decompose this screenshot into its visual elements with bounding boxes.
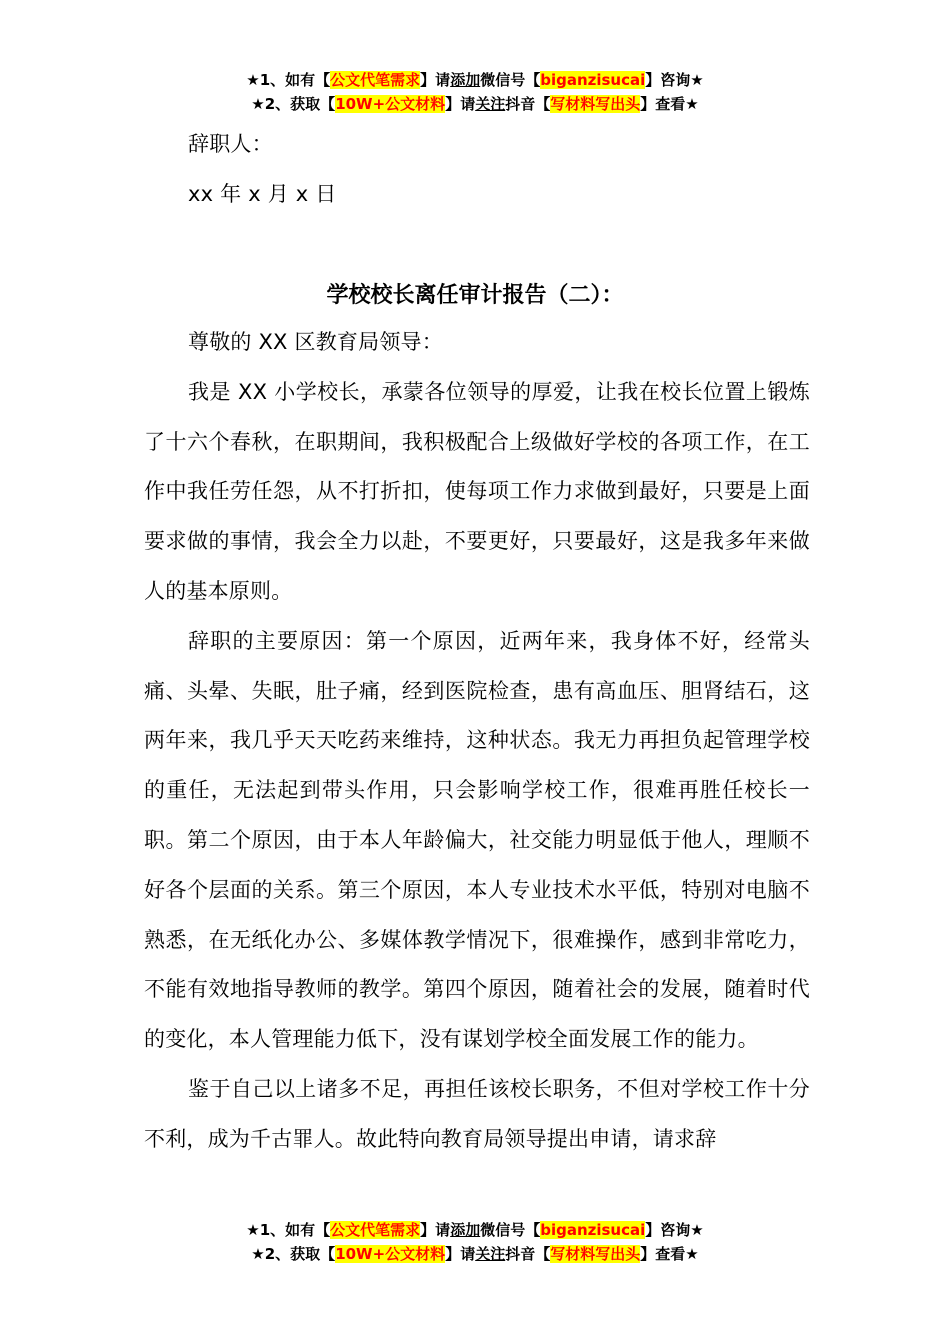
- resigner-label: 辞职人：: [188, 132, 273, 156]
- footer-line-2: [0, 1242, 950, 1266]
- douyin-id: 写材料写出头: [550, 95, 641, 113]
- footer-line-1: [0, 1218, 950, 1242]
- banner-text: ★1、如有【: [246, 71, 331, 89]
- banner-text: 】查看★: [640, 95, 699, 113]
- paragraph: 辞职的主要原因：第一个原因，近两年来，我身体不好，经常头痛、头晕、失眠，肚子痛，经到医院检查，患有高血压、胆肾结石，这两年来，我几乎天天吃药来维持，这种状态。我无力再担负起管理学校的重任，无法起到带头作用，只会影响学校工作，很难再胜任校长一职。第二个原因，由于本人年龄偏大，社交能力明显低于他人，理顺不好各个层面的关系。第三个原因，本人专业技术水平低，特别对电脑不熟悉，在无纸化办公、多媒体教学情况下，很难操作，感到非常吃力，不能有效地指导教师的教学。第四个原因，随着社会的发展，随着时代的变化，本人管理能力低下，没有谋划学校全面发展工作的能力。: [144, 628, 810, 1052]
- header-banner: [0, 68, 950, 116]
- banner-text: ★2、获取【: [251, 95, 336, 113]
- salutation: 尊敬的 XX 区教育局领导：: [188, 330, 443, 354]
- banner-highlight: 公文代笔需求: [330, 71, 421, 89]
- banner-text: ★2、获取【: [251, 1245, 336, 1263]
- banner-highlight: 10W+公文材料: [335, 95, 446, 113]
- banner-underline: 添加: [450, 71, 481, 89]
- banner-highlight: 10W+公文材料: [335, 1245, 446, 1263]
- paragraph: 鉴于自己以上诸多不足，再担任该校长职务，不但对学校工作十分不利，成为千古罪人。故此特向教育局领导提出申请，请求辞: [144, 1076, 810, 1151]
- banner-highlight: 公文代笔需求: [330, 1221, 421, 1239]
- banner-text: 】咨询★: [645, 71, 704, 89]
- banner-underline: 关注: [475, 1245, 506, 1263]
- banner-text: 】查看★: [640, 1245, 699, 1263]
- banner-text: 】请: [420, 71, 451, 89]
- banner-text: 】请: [420, 1221, 451, 1239]
- banner-text: 】请: [445, 95, 476, 113]
- paragraph: 我是 XX 小学校长，承蒙各位领导的厚爱，让我在校长位置上锻炼了十六个春秋，在职期间，我积极配合上级做好学校的各项工作，在工作中我任劳任怨，从不打折扣，使每项工作力求做到最好，只要是上面要求做的事情，我会全力以赴，不要更好，只要最好，这是我多年来做人的基本原则。: [144, 379, 810, 603]
- douyin-id: 写材料写出头: [550, 1245, 641, 1263]
- wechat-id: biganzisucai: [540, 71, 646, 89]
- document-body: [144, 318, 810, 1165]
- banner-text: 抖音【: [505, 1245, 551, 1263]
- banner-text: ★1、如有【: [246, 1221, 331, 1239]
- footer-banner: [0, 1218, 950, 1266]
- header-line-2: [0, 92, 950, 116]
- signature-date: xx 年 x 月 x 日: [188, 181, 337, 206]
- signature-block: [144, 120, 810, 220]
- wechat-id: biganzisucai: [540, 1221, 646, 1239]
- banner-underline: 关注: [475, 95, 506, 113]
- banner-text: 抖音【: [505, 95, 551, 113]
- banner-text: 微信号【: [480, 71, 541, 89]
- banner-text: 微信号【: [480, 1221, 541, 1239]
- banner-text: 】请: [445, 1245, 476, 1263]
- document-title: 学校校长离任审计报告（二）：: [326, 283, 624, 308]
- banner-text: 】咨询★: [645, 1221, 704, 1239]
- header-line-1: [0, 68, 950, 92]
- banner-underline: 添加: [450, 1221, 481, 1239]
